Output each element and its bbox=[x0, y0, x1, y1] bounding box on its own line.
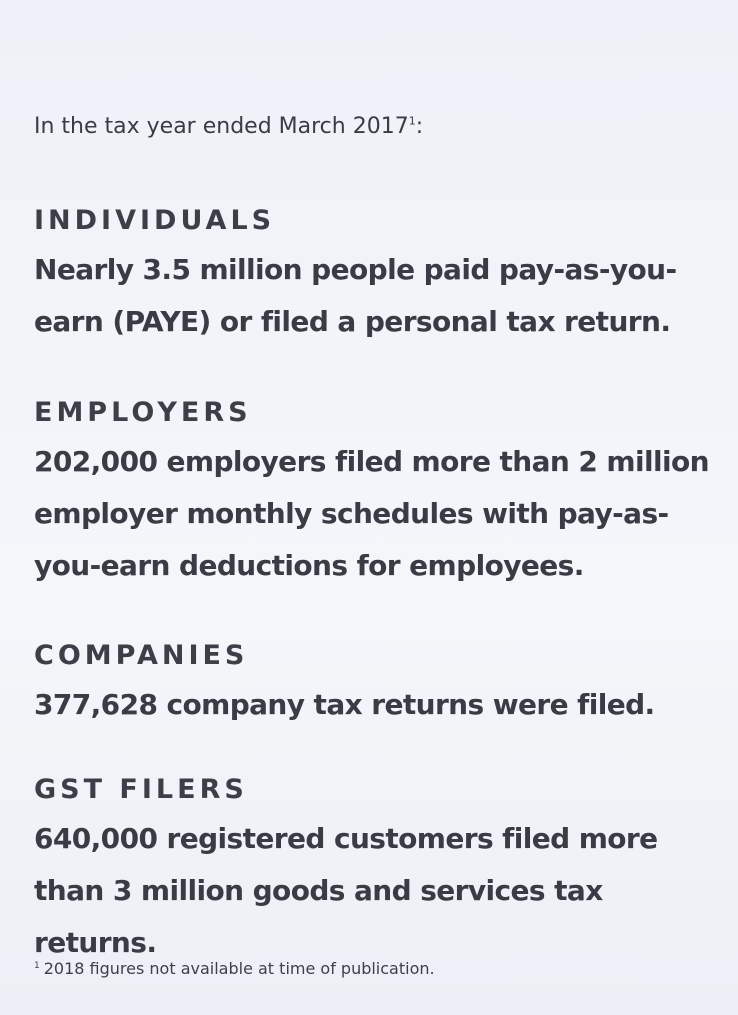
section-gst-filers bbox=[34, 772, 724, 969]
section-individuals bbox=[34, 203, 724, 348]
section-heading: COMPANIES bbox=[34, 640, 249, 671]
section-body: Nearly 3.5 million people paid pay-as-you-earn (PAYE) or filed a personal tax return. bbox=[34, 253, 677, 338]
section-body: 377,628 company tax returns were filed. bbox=[34, 688, 655, 721]
section-heading: EMPLOYERS bbox=[34, 397, 252, 428]
footnote-text: 2018 figures not available at time of publication. bbox=[43, 959, 435, 978]
intro-suffix: : bbox=[415, 114, 424, 139]
footnote bbox=[34, 957, 435, 981]
intro-text: In the tax year ended March 2017 bbox=[34, 114, 409, 139]
intro-footnote-marker: 1 bbox=[408, 114, 416, 128]
section-body: 640,000 registered customers filed more than 3 million goods and services tax returns. bbox=[34, 822, 658, 959]
section-heading: INDIVIDUALS bbox=[34, 205, 276, 236]
section-heading: GST FILERS bbox=[34, 774, 248, 805]
section-body: 202,000 employers filed more than 2 million employer monthly schedules with pay-as-you-earn deductions for employees. bbox=[34, 445, 709, 582]
section-companies bbox=[34, 638, 724, 731]
intro-line bbox=[34, 112, 423, 142]
footnote-marker: 1 bbox=[34, 960, 40, 971]
section-employers bbox=[34, 395, 724, 592]
